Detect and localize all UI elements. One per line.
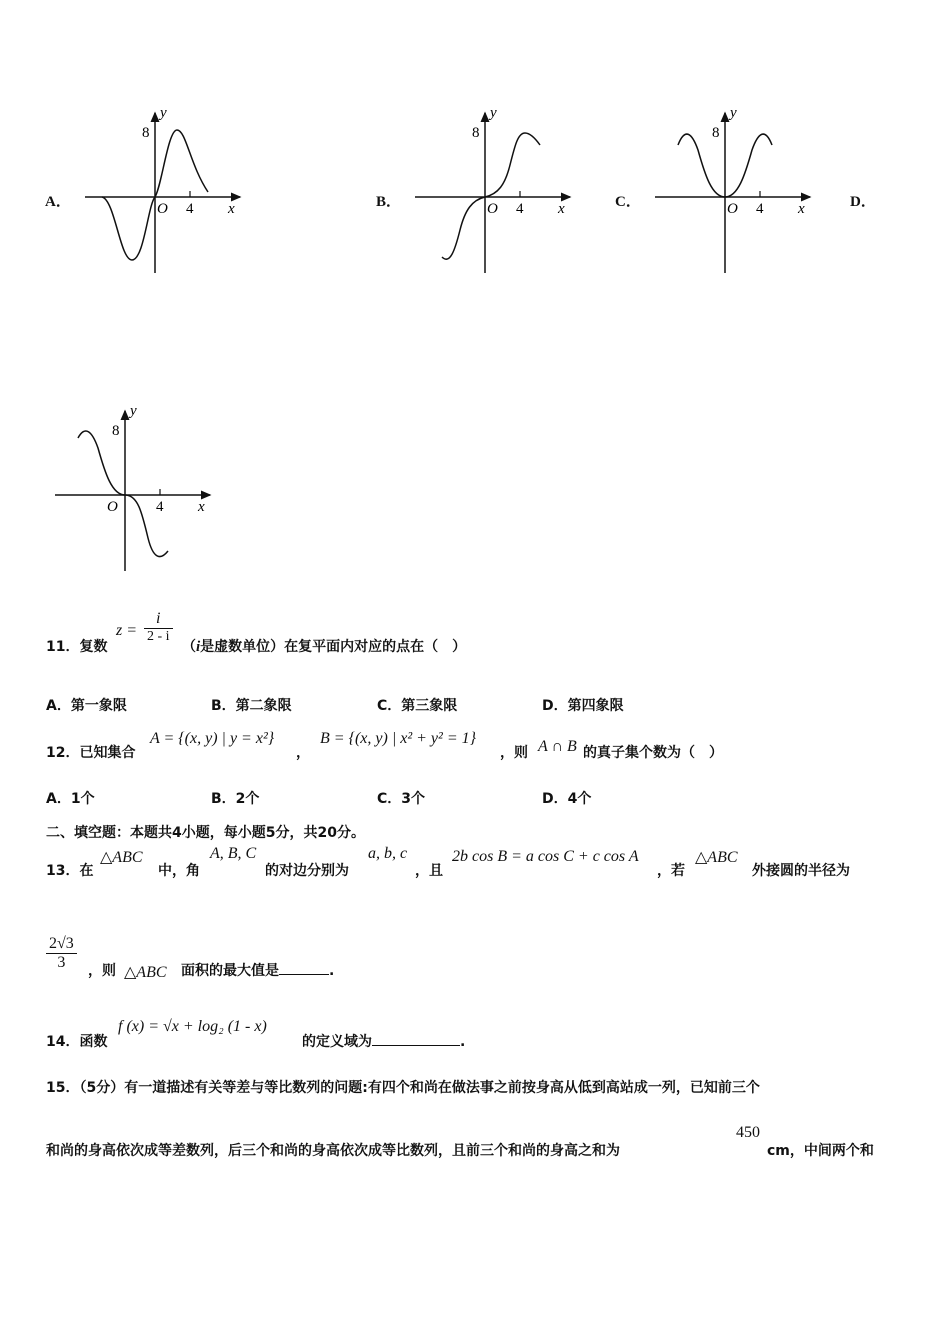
q13-angles: A, B, C (210, 845, 257, 862)
q13-text-6: 外接圆的半径为 (752, 863, 850, 879)
q15-value: 450 (736, 1124, 760, 1141)
svg-text:8: 8 (472, 125, 480, 141)
origin: O (157, 201, 168, 217)
q13-triangle: △ABC (100, 849, 143, 866)
graph-b (410, 105, 580, 280)
q14-intro: 14．函数 (46, 1034, 108, 1050)
q12-then: ，则 (500, 745, 528, 761)
svg-text:O: O (487, 201, 498, 217)
svg-text:y: y (490, 105, 497, 121)
graph-d (50, 403, 220, 578)
svg-text:x: x (798, 201, 805, 217)
q13-intro: 13．在 (46, 863, 94, 879)
q12-set-a: A = {(x, y) | y = x²} (150, 730, 275, 747)
q13-answer-blank[interactable] (279, 974, 329, 975)
svg-text:y: y (130, 403, 137, 419)
svg-text:O: O (107, 499, 118, 515)
q13-text-5: ，若 (657, 863, 685, 879)
q12-option-a[interactable]: A．1个 (46, 791, 95, 807)
x-tick: 4 (186, 201, 194, 217)
svg-text:8: 8 (112, 423, 120, 439)
q13-text-8: 面积的最大值是 . (181, 963, 335, 979)
x-label: x (228, 201, 235, 217)
q12-number: 12．已知集合 (46, 745, 136, 761)
graph-c (650, 105, 820, 280)
q13-sides: a, b, c (368, 845, 408, 862)
q12-set-b: B = {(x, y) | x² + y² = 1} (320, 730, 477, 747)
svg-text:4: 4 (516, 201, 524, 217)
y-tick: 8 (142, 125, 150, 141)
q13-text-2: 中，角 (158, 863, 200, 879)
q11-fraction: $\frac{i}{2 - i}$ (144, 610, 173, 645)
svg-text:O: O (727, 201, 738, 217)
q12-option-c[interactable]: C．3个 (377, 791, 426, 807)
svg-text:x: x (198, 499, 205, 515)
q11-option-b[interactable]: B．第二象限 (211, 698, 292, 714)
svg-text:x: x (558, 201, 565, 217)
q12-intersection: A ∩ B (538, 738, 577, 755)
q12-option-d[interactable]: D．4个 (542, 791, 592, 807)
q13-text-7: ，则 (88, 963, 116, 979)
option-c-label: C． (615, 194, 641, 210)
svg-text:8: 8 (712, 125, 720, 141)
q13-triangle-3: △ABC (124, 964, 167, 981)
q11-number: 11．复数 (46, 639, 108, 655)
svg-text:y: y (730, 105, 737, 121)
q11-option-a[interactable]: A．第一象限 (46, 698, 127, 714)
q13-fraction: $\frac{2√3}{3}$ (46, 935, 77, 972)
q14-answer-blank[interactable] (372, 1045, 460, 1046)
graph-a (80, 105, 250, 280)
option-b-label: B． (376, 194, 402, 210)
q12-text: 的真子集个数为（ ） (583, 745, 723, 761)
q13-triangle-2: △ABC (695, 849, 738, 866)
q13-text-3: 的对边分别为 (265, 863, 349, 879)
q11-text: （i是虚数单位）在复平面内对应的点在（ ） (182, 639, 467, 655)
q13-equation: 2b cos B = a cos C + c cos A (452, 848, 639, 865)
q15-line-1: 15．（5分）有一道描述有关等差与等比数列的问题:有四个和尚在做法事之前按身高从低到高站成一列，已知前三个 (46, 1080, 760, 1096)
y-label: y (160, 105, 167, 121)
q11-lhs: z = (116, 622, 138, 639)
option-a-label: A． (45, 194, 71, 210)
svg-text:4: 4 (156, 499, 164, 515)
q14-text: 的定义域为 . (302, 1034, 466, 1050)
q12-option-b[interactable]: B．2个 (211, 791, 260, 807)
q12-comma: ， (296, 745, 310, 761)
section-2-title: 二、填空题：本题共4小题，每小题5分，共20分。 (46, 825, 365, 841)
q15-line-2b: cm，中间两个和 (767, 1143, 874, 1159)
option-d-label: D． (850, 194, 876, 210)
q15-line-2a: 和尚的身高依次成等差数列，后三个和尚的身高依次成等比数列，且前三个和尚的身高之和为 (46, 1143, 620, 1159)
q11-option-d[interactable]: D．第四象限 (542, 698, 624, 714)
q13-text-4: ，且 (415, 863, 443, 879)
svg-text:4: 4 (756, 201, 764, 217)
q14-function: f (x) = √x + log₂ (1 - x) (118, 1018, 267, 1035)
q11-option-c[interactable]: C．第三象限 (377, 698, 458, 714)
